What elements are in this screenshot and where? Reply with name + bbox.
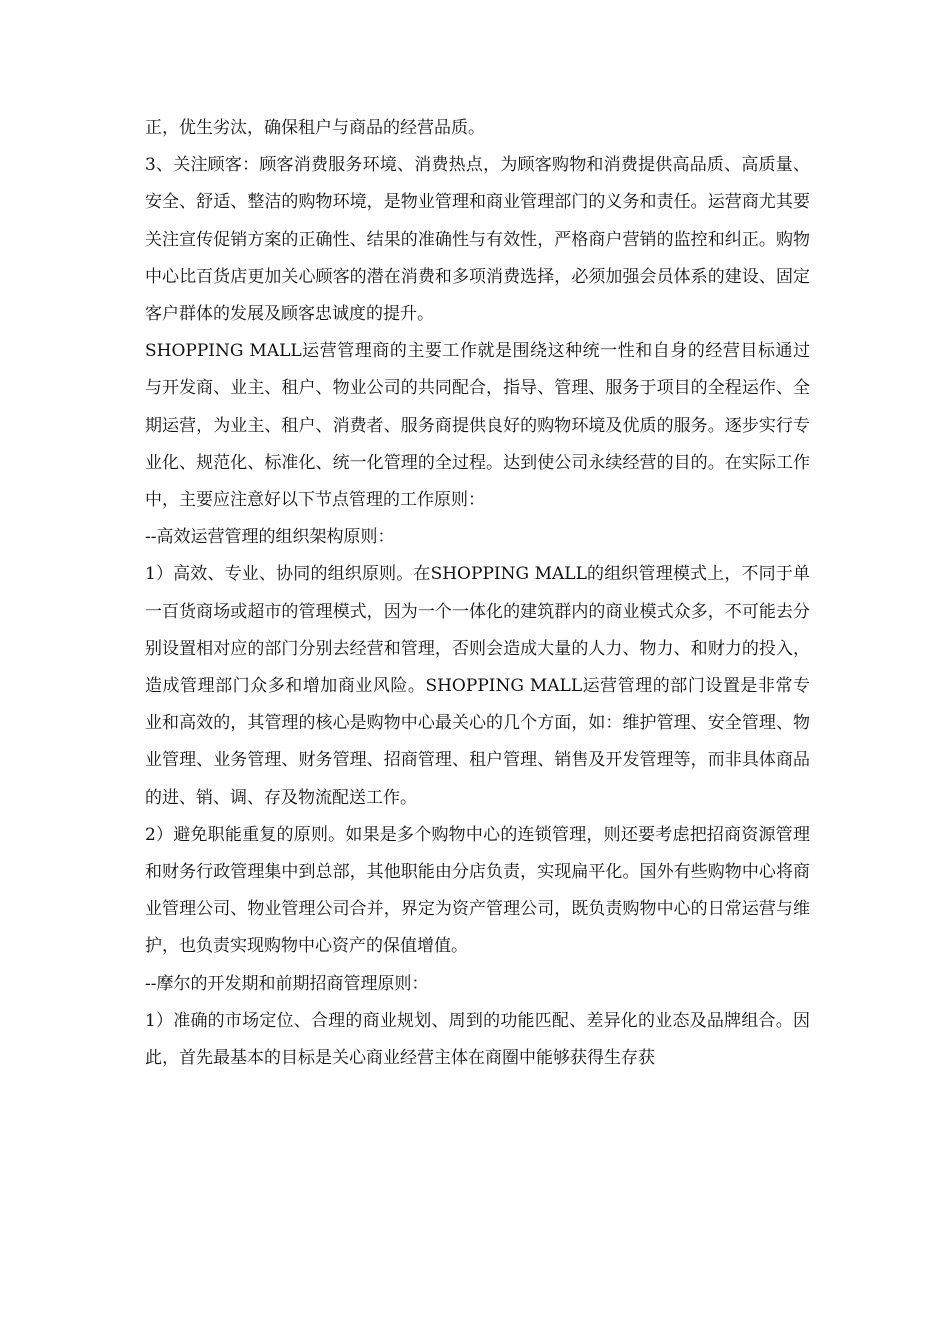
paragraph-organization-principle: 1）高效、专业、协同的组织原则。在SHOPPING MALL的组织管理模式上，不同于单一百货商场或超市的管理模式，因为一个一体化的建筑群内的商业模式众多，不可能去分别设置相对应的部门分别去经营和管理，否则会造成大量的人力、物力、和财力的投入，造成管理部门众多和增加商业风险。SHOPPING MALL运营管理的部门设置是非常专业和高效的，其管理的核心是购物中心最关心的几个方面，如：维护管理、安全管理、物业管理、业务管理、财务管理、招商管理、租户管理、销售及开发管理等，而非具体商品的进、销、调、存及物流配送工作。: [145, 564, 810, 808]
paragraph-continuation: 正，优生劣汰，确保租户与商品的经营品质。: [145, 118, 485, 138]
paragraph-operator-role: SHOPPING MALL运营管理商的主要工作就是围绕这种统一性和自身的经营目标通过与开发商、业主、租户、物业公司的共同配合，指导、管理、服务于项目的全程运作、全期运营，为业主、租户、消费者、服务商提供良好的购物环境及优质的服务。逐步实行专业化、规范化、标准化、统一化管理的全过程。达到使公司永续经营的目的。在实际工作中，主要应注意好以下节点管理的工作原则：: [145, 341, 810, 511]
section-heading-development: --摩尔的开发期和前期招商管理原则：: [145, 973, 429, 994]
document-page: [145, 110, 810, 1077]
paragraph-avoid-duplication: 2）避免职能重复的原则。如果是多个购物中心的连锁管理，则还要考虑把招商资源管理和财务行政管理集中到总部，其他职能由分店负责，实现扁平化。国外有些购物中心将商业管理公司、物业管理公司合并，界定为资产管理公司，既负责购物中心的日常运营与维护，也负责实现购物中心资产的保值增值。: [145, 824, 810, 957]
paragraph-market-positioning: 1）准确的市场定位、合理的商业规划、周到的功能匹配、差异化的业态及品牌组合。因此，首先最基本的目标是关心商业经营主体在商圈中能够获得生存获: [145, 1010, 810, 1069]
section-heading-organization: --高效运营管理的组织架构原则：: [145, 527, 395, 548]
paragraph-focus-customers: 3、关注顾客：顾客消费服务环境、消费热点，为顾客购物和消费提供高品质、高质量、安全、舒适、整洁的购物环境，是物业管理和商业管理部门的义务和责任。运营商尤其要关注宣传促销方案的正确性、结果的准确性与有效性，严格商户营销的监控和纠正。购物中心比百货店更加关心顾客的潜在消费和多项消费选择，必须加强会员体系的建设、固定客户群体的发展及顾客忠诚度的提升。: [145, 155, 810, 325]
